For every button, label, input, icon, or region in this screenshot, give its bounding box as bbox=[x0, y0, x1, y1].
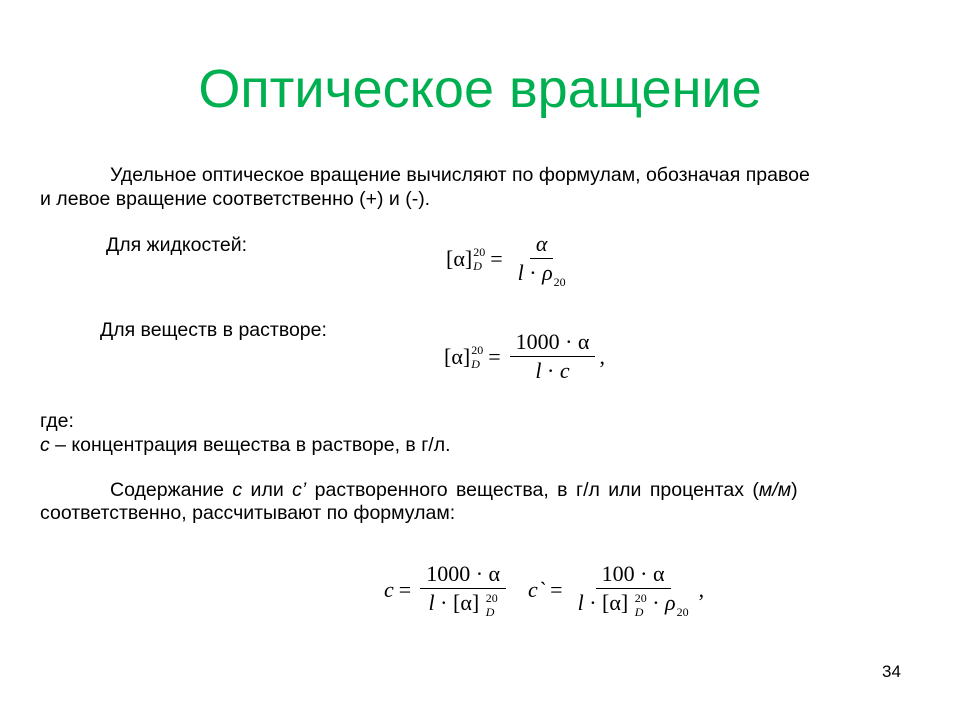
numerator-1000-alpha: 1000 · α bbox=[510, 330, 596, 357]
numerator-100-alpha: 100 · α bbox=[596, 562, 671, 589]
page-number: 34 bbox=[882, 662, 901, 681]
numerator-alpha: α bbox=[530, 232, 554, 259]
c-definition: – концентрация вещества в растворе, в г/л. bbox=[49, 434, 451, 456]
length-symbol: l bbox=[428, 590, 435, 616]
line-d-subscript: D bbox=[634, 605, 644, 620]
denominator bbox=[423, 589, 504, 618]
c-definition-line bbox=[40, 434, 451, 457]
formula-liquids bbox=[446, 231, 576, 290]
intro-line-2: и левое вращение соответственно (+) и (-). bbox=[40, 188, 431, 210]
fraction bbox=[420, 562, 506, 618]
content-line-1 bbox=[110, 479, 798, 502]
denominator bbox=[529, 357, 575, 383]
denominator bbox=[512, 259, 572, 290]
unit-mm: м/м bbox=[758, 479, 792, 501]
equals-sign: = bbox=[550, 577, 563, 603]
line-d-subscript: D bbox=[473, 258, 482, 273]
density-symbol: ρ bbox=[665, 590, 676, 616]
length-symbol: l bbox=[517, 260, 524, 286]
dot-operator: · bbox=[529, 260, 537, 286]
dot-operator: · bbox=[589, 590, 597, 616]
equals-sign: = bbox=[488, 343, 501, 369]
temperature-superscript: 20 bbox=[473, 244, 486, 259]
fraction bbox=[512, 231, 572, 290]
temperature-superscript: 20 bbox=[485, 591, 498, 606]
c-symbol: c bbox=[232, 479, 243, 501]
formula-solution bbox=[444, 330, 605, 383]
density-subscript: 20 bbox=[676, 605, 689, 620]
concentration-symbol: c bbox=[559, 358, 570, 384]
slide-title: Оптическое вращение bbox=[198, 59, 762, 119]
equals-sign: = bbox=[398, 577, 412, 603]
liquids-label: Для жидкостей: bbox=[106, 234, 248, 256]
c-prime-symbol: c’ bbox=[292, 479, 307, 501]
comma: , bbox=[698, 577, 705, 603]
alpha-bracket: [α] bbox=[446, 245, 473, 271]
denominator bbox=[572, 589, 695, 618]
content-text: ) bbox=[791, 479, 798, 501]
equals-sign: = bbox=[490, 245, 503, 271]
dot-operator: · bbox=[547, 358, 555, 384]
numerator-1000-alpha: 1000 · α bbox=[420, 562, 506, 589]
comma: , bbox=[599, 343, 605, 369]
dot-operator: · bbox=[440, 590, 448, 616]
alpha-bracket: [α] bbox=[444, 343, 471, 369]
fraction bbox=[510, 330, 596, 383]
content-text: или bbox=[242, 479, 293, 501]
formula-concentration bbox=[384, 562, 704, 618]
density-symbol: ρ bbox=[542, 260, 553, 286]
density-subscript: 20 bbox=[553, 275, 566, 290]
length-symbol: l bbox=[577, 590, 584, 616]
where-label: где: bbox=[40, 410, 74, 432]
c-symbol: c bbox=[40, 434, 50, 456]
content-text: растворенного вещества, в г/л или процентах ( bbox=[306, 479, 759, 501]
line-d-subscript: D bbox=[485, 605, 495, 620]
intro-line-1: Удельное оптическое вращение вычисляют по формулам, обозначая правое bbox=[110, 164, 810, 186]
line-d-subscript: D bbox=[471, 356, 480, 371]
length-symbol: l bbox=[535, 358, 542, 384]
alpha-bracket: [α] bbox=[453, 590, 480, 616]
temperature-superscript: 20 bbox=[634, 591, 647, 606]
content-line-2: соответственно, рассчитывают по формулам: bbox=[40, 502, 456, 524]
dot-operator: · bbox=[652, 590, 660, 616]
temperature-superscript: 20 bbox=[471, 342, 484, 357]
c-symbol: c bbox=[384, 577, 394, 603]
content-text: Содержание bbox=[110, 479, 233, 501]
solution-label: Для веществ в растворе: bbox=[100, 319, 327, 341]
c-prime-symbol: c` bbox=[528, 577, 546, 603]
alpha-bracket: [α] bbox=[602, 590, 629, 616]
fraction bbox=[572, 562, 695, 618]
